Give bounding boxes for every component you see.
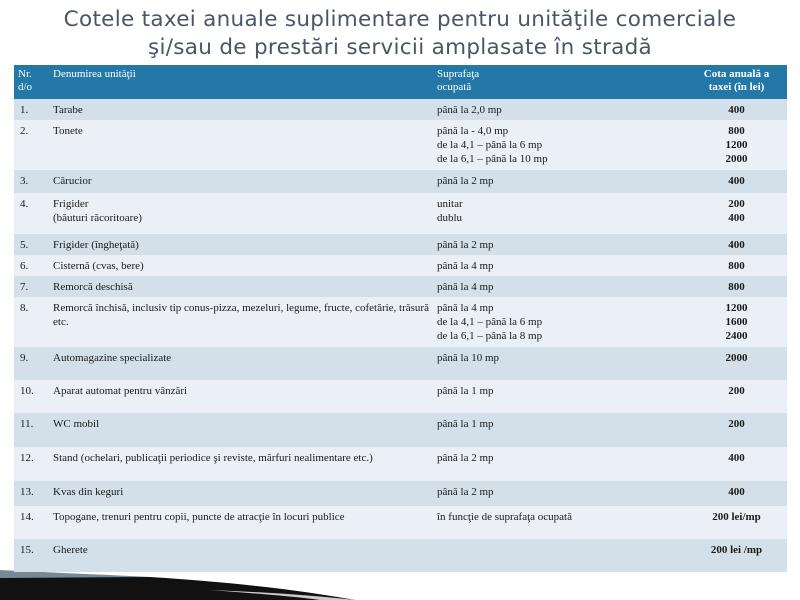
- cell-area: [433, 413, 686, 447]
- cell-fee-line: 400: [728, 104, 745, 116]
- cell-nr: 7.: [14, 276, 49, 297]
- cell-area-line: până la 2 mp: [437, 486, 494, 498]
- table-row: [14, 255, 787, 276]
- cell-name-line: Frigider (îngheţată): [53, 239, 139, 251]
- cell-fee-line: 2400: [725, 330, 748, 342]
- cell-area-line: până la 2 mp: [437, 452, 494, 464]
- table-row: [14, 506, 787, 539]
- cell-fee-line: 200: [728, 198, 745, 210]
- cell-nr: 13.: [14, 481, 49, 506]
- cell-nr: 5.: [14, 234, 49, 255]
- cell-fee-line: 400: [728, 239, 745, 251]
- cell-name: [49, 413, 433, 447]
- cell-name-line: Cisternă (cvas, bere): [53, 260, 144, 272]
- cell-fee-line: 200 lei/mp: [712, 511, 761, 523]
- table-row: [14, 193, 787, 234]
- cell-area: [433, 297, 686, 347]
- cell-area: [433, 481, 686, 506]
- cell-name-line: Cărucior: [53, 175, 92, 187]
- cell-area: [433, 255, 686, 276]
- header-area-line: ocupată: [437, 81, 472, 93]
- cell-name: [49, 380, 433, 413]
- cell-area: [433, 170, 686, 193]
- cell-name: [49, 120, 433, 170]
- cell-area: [433, 380, 686, 413]
- cell-area-line: de la 4,1 – până la 6 mp: [437, 316, 543, 328]
- cell-nr: 4.: [14, 193, 49, 234]
- cell-area: [433, 193, 686, 234]
- cell-area-line: până la - 4,0 mp: [437, 125, 509, 137]
- cell-area-line: în funcţie de suprafaţa ocupată: [437, 511, 572, 523]
- cell-area-line: până la 1 mp: [437, 385, 494, 397]
- cell-area: [433, 120, 686, 170]
- cell-fee: [686, 276, 787, 297]
- cell-fee-line: 200: [728, 385, 745, 397]
- header-area: [433, 65, 686, 99]
- cell-area-line: până la 2 mp: [437, 239, 494, 251]
- cell-fee-line: 1200: [725, 139, 748, 151]
- table-row: [14, 170, 787, 193]
- cell-name: [49, 506, 433, 539]
- header-nr-line: Nr.: [18, 68, 32, 80]
- cell-name: [49, 347, 433, 380]
- table-row: [14, 347, 787, 380]
- cell-area-line: până la 4 mp: [437, 281, 494, 293]
- table-row: [14, 413, 787, 447]
- cell-fee: [686, 481, 787, 506]
- table-row: [14, 380, 787, 413]
- cell-name: [49, 539, 433, 572]
- page-title: [0, 6, 800, 62]
- cell-nr: 3.: [14, 170, 49, 193]
- cell-name: [49, 447, 433, 481]
- cell-name-line: (băuturi răcoritoare): [53, 212, 142, 224]
- cell-fee-line: 400: [728, 486, 745, 498]
- header-nr-line: d/o: [18, 81, 33, 93]
- title-line-1: Cotele taxei anuale suplimentare pentru unităţile comerciale: [63, 7, 737, 32]
- cell-area-line: de la 4,1 – până la 6 mp: [437, 139, 543, 151]
- cell-fee: [686, 380, 787, 413]
- cell-nr: 15.: [14, 539, 49, 572]
- cell-fee: [686, 170, 787, 193]
- header-fee: [686, 65, 787, 99]
- cell-area-line: până la 4 mp: [437, 260, 494, 272]
- cell-name-line: Remorcă deschisă: [53, 281, 133, 293]
- cell-nr: 8.: [14, 297, 49, 347]
- cell-name-line: Tonete: [53, 125, 83, 137]
- cell-fee-line: 2000: [725, 352, 748, 364]
- cell-name-line: Remorcă închisă, inclusiv tip conus-pizza, mezeluri, legume, fructe, cofetărie, trăsură etc.: [53, 302, 429, 328]
- cell-fee: [686, 193, 787, 234]
- cell-fee-line: 800: [728, 260, 745, 272]
- cell-fee: [686, 506, 787, 539]
- cell-nr: 10.: [14, 380, 49, 413]
- table-row: [14, 99, 787, 120]
- cell-area-line: dublu: [437, 212, 463, 224]
- cell-area: [433, 447, 686, 481]
- cell-nr: 1.: [14, 99, 49, 120]
- cell-fee: [686, 234, 787, 255]
- cell-fee: [686, 539, 787, 572]
- cell-fee-line: 400: [728, 212, 745, 224]
- cell-area-line: până la 2,0 mp: [437, 104, 502, 116]
- cell-name-line: Topogane, trenuri pentru copii, puncte de atracţie în locuri publice: [53, 511, 345, 523]
- table-row: [14, 234, 787, 255]
- cell-name: [49, 255, 433, 276]
- header-area-line: Suprafaţa: [437, 68, 480, 80]
- table-row: [14, 481, 787, 506]
- cell-area: [433, 539, 686, 572]
- cell-nr: 14.: [14, 506, 49, 539]
- cell-nr: 11.: [14, 413, 49, 447]
- cell-fee: [686, 297, 787, 347]
- cell-fee: [686, 347, 787, 380]
- cell-fee: [686, 120, 787, 170]
- cell-nr: 12.: [14, 447, 49, 481]
- cell-fee-line: 200 lei /mp: [710, 544, 763, 556]
- cell-fee-line: 400: [728, 452, 745, 464]
- header-fee-line: Cota anuală a: [703, 68, 770, 80]
- cell-fee: [686, 447, 787, 481]
- cell-name: [49, 276, 433, 297]
- cell-area: [433, 506, 686, 539]
- table-row: [14, 120, 787, 170]
- cell-name: [49, 99, 433, 120]
- cell-area: [433, 234, 686, 255]
- cell-fee-line: 200: [728, 418, 745, 430]
- cell-area-line: de la 6,1 – până la 10 mp: [437, 153, 548, 165]
- header-name: Denumirea unităţii: [49, 65, 433, 99]
- cell-name-line: Frigider: [53, 198, 89, 210]
- cell-name: [49, 234, 433, 255]
- cell-nr: 2.: [14, 120, 49, 170]
- cell-name: [49, 193, 433, 234]
- cell-nr: 6.: [14, 255, 49, 276]
- cell-name: [49, 170, 433, 193]
- cell-name-line: Gherete: [53, 544, 88, 556]
- table-row: [14, 539, 787, 572]
- title-line-2: şi/sau de prestări servicii amplasate în stradă: [147, 35, 652, 60]
- cell-area-line: unitar: [437, 198, 463, 210]
- cell-name-line: Tarabe: [53, 104, 83, 116]
- header-nr: [14, 65, 49, 99]
- cell-name-line: Automagazine specializate: [53, 352, 172, 364]
- cell-name-line: WC mobil: [53, 418, 100, 430]
- cell-area-line: până la 4 mp: [437, 302, 494, 314]
- cell-fee-line: 1600: [725, 316, 748, 328]
- cell-fee-line: 800: [728, 281, 745, 293]
- table-row: [14, 276, 787, 297]
- cell-name: [49, 481, 433, 506]
- cell-fee: [686, 99, 787, 120]
- table-row: [14, 447, 787, 481]
- fee-table: [14, 65, 787, 572]
- cell-name-line: Aparat automat pentru vânzări: [53, 385, 188, 397]
- cell-name-line: Stand (ochelari, publicaţii periodice şi reviste, mărfuri nealimentare etc.): [53, 452, 373, 464]
- cell-fee-line: 1200: [725, 302, 748, 314]
- cell-area: [433, 276, 686, 297]
- cell-area-line: de la 6,1 – până la 8 mp: [437, 330, 543, 342]
- cell-area-line: până la 1 mp: [437, 418, 494, 430]
- cell-fee-line: 400: [728, 175, 745, 187]
- cell-name: [49, 297, 433, 347]
- header-fee-line: taxei (în lei): [708, 81, 765, 93]
- cell-area: [433, 99, 686, 120]
- cell-area-line: până la 10 mp: [437, 352, 500, 364]
- table-row: [14, 297, 787, 347]
- cell-fee: [686, 255, 787, 276]
- cell-name-line: Kvas din keguri: [53, 486, 124, 498]
- cell-fee-line: 800: [728, 125, 745, 137]
- table-header-row: [14, 65, 787, 99]
- cell-nr: 9.: [14, 347, 49, 380]
- cell-area-line: până la 2 mp: [437, 175, 494, 187]
- cell-area: [433, 347, 686, 380]
- cell-fee-line: 2000: [725, 153, 748, 165]
- cell-fee: [686, 413, 787, 447]
